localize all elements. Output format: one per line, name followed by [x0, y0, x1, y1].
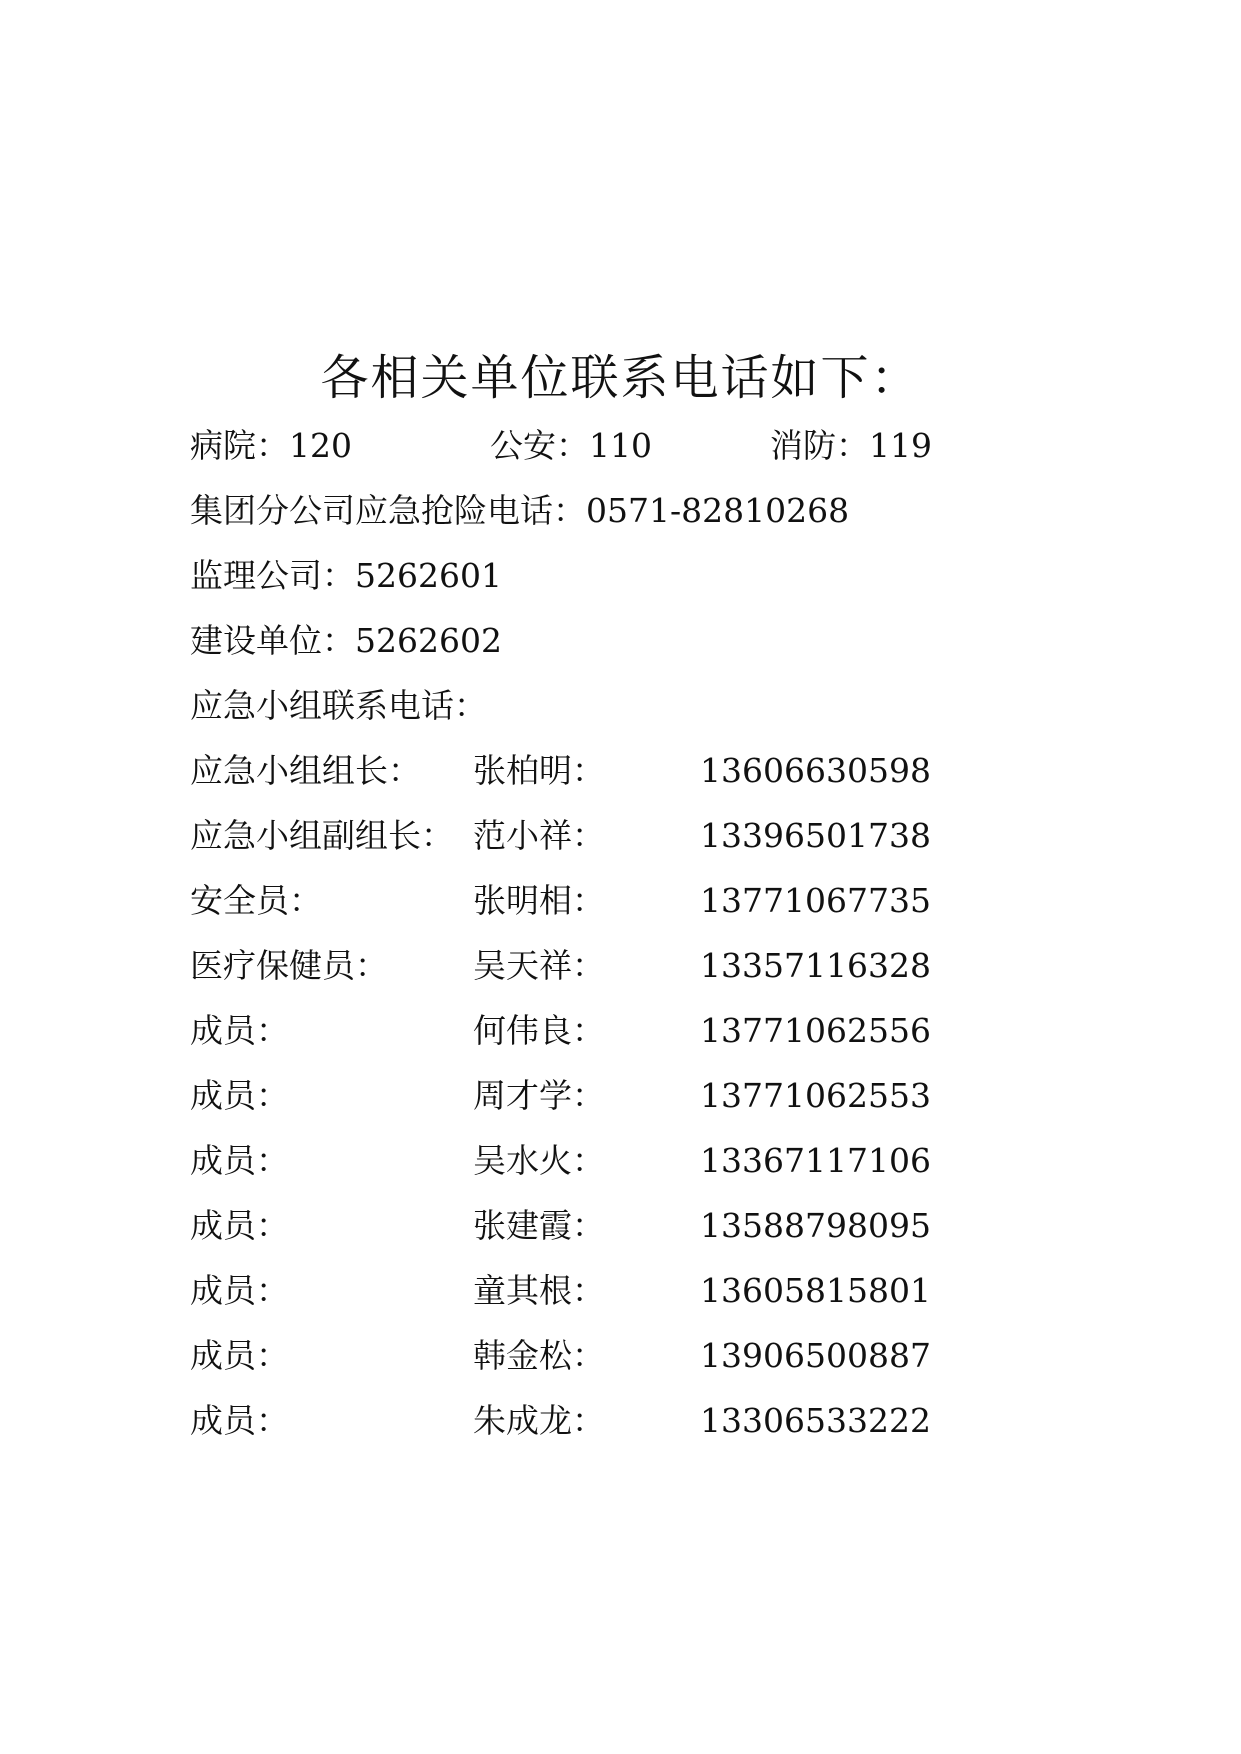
- team-role: 成员：: [190, 1206, 289, 1245]
- contact-line-construction-unit: [190, 619, 502, 663]
- team-phone: 13588798095: [700, 1206, 931, 1245]
- team-name: 童其根：: [473, 1271, 605, 1310]
- team-role: 应急小组组长：: [190, 751, 421, 790]
- team-name: 范小祥：: [473, 816, 605, 855]
- emergency-number: 110: [589, 426, 652, 465]
- team-role: 医疗保健员：: [190, 946, 388, 985]
- team-name: 吴水火：: [473, 1141, 605, 1180]
- team-heading: 应急小组联系电话：: [190, 686, 487, 725]
- emergency-label: 公安：: [490, 426, 589, 465]
- contact-line-group-emergency: [190, 489, 849, 533]
- team-role: 成员：: [190, 1076, 289, 1115]
- emergency-label: 病院：: [190, 426, 289, 465]
- team-name: 张建霞：: [473, 1206, 605, 1245]
- emergency-item-police: [490, 424, 652, 468]
- team-name: 何伟良：: [473, 1011, 605, 1050]
- contact-number: 5262601: [355, 556, 502, 595]
- team-name: 朱成龙：: [473, 1401, 605, 1440]
- page-title: 各相关单位联系电话如下：: [320, 350, 921, 406]
- team-role: 成员：: [190, 1401, 289, 1440]
- emergency-number: 119: [869, 426, 932, 465]
- team-phone: 13906500887: [700, 1336, 931, 1375]
- team-phone: 13396501738: [700, 816, 931, 855]
- team-name: 韩金松：: [473, 1336, 605, 1375]
- team-name: 吴天祥：: [473, 946, 605, 985]
- emergency-number: 120: [289, 426, 352, 465]
- team-role: 成员：: [190, 1336, 289, 1375]
- team-phone: 13771062556: [700, 1011, 931, 1050]
- team-name: 张柏明：: [473, 751, 605, 790]
- contact-number: 5262602: [355, 621, 502, 660]
- contact-label: 建设单位：: [190, 621, 355, 660]
- team-phone: 13306533222: [700, 1401, 931, 1440]
- team-phone: 13771067735: [700, 881, 931, 920]
- team-role: 成员：: [190, 1011, 289, 1050]
- team-phone: 13357116328: [700, 946, 931, 985]
- team-role: 成员：: [190, 1141, 289, 1180]
- contact-line-supervisor: [190, 554, 502, 598]
- team-phone: 13606630598: [700, 751, 931, 790]
- team-phone: 13367117106: [700, 1141, 931, 1180]
- team-name: 张明相：: [473, 881, 605, 920]
- emergency-item-fire: [770, 424, 932, 468]
- team-name: 周才学：: [473, 1076, 605, 1115]
- emergency-label: 消防：: [770, 426, 869, 465]
- team-role: 成员：: [190, 1271, 289, 1310]
- contact-number: 0571-82810268: [586, 491, 850, 530]
- team-phone: 13605815801: [700, 1271, 931, 1310]
- contact-label: 监理公司：: [190, 556, 355, 595]
- emergency-item-hospital: [190, 424, 352, 468]
- team-role: 安全员：: [190, 881, 322, 920]
- team-phone: 13771062553: [700, 1076, 931, 1115]
- contact-label: 集团分公司应急抢险电话：: [190, 491, 586, 530]
- team-role: 应急小组副组长：: [190, 816, 454, 855]
